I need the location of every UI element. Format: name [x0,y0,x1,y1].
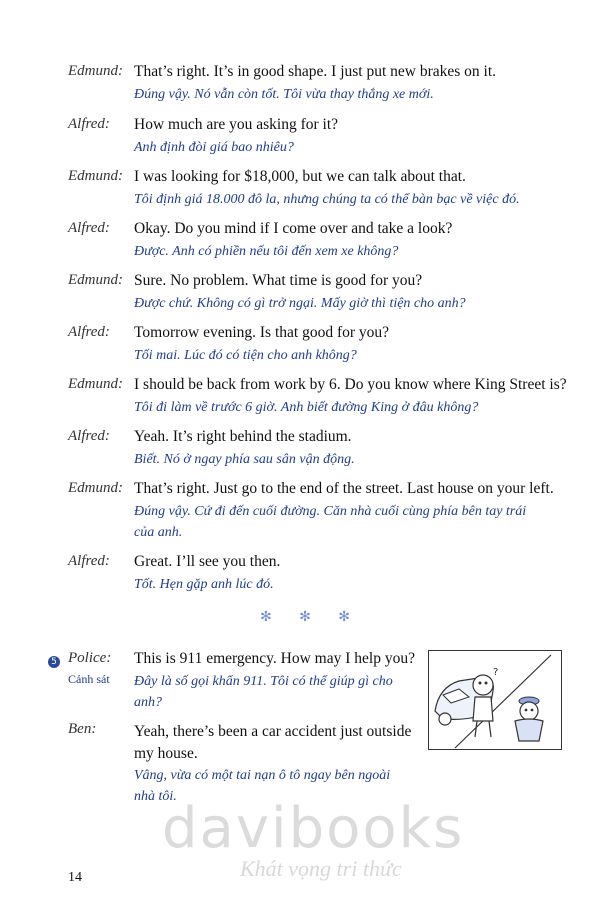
speaker-name: Edmund: [68,168,123,184]
english-line: I should be back from work by 6. Do you know where King Street is? [134,376,567,393]
section-separator [260,609,350,625]
watermark-slogan: Khát vọng tri thức [240,856,402,881]
speaker-name: Alfred: [68,553,110,569]
vietnamese-line: Tôi đi làm về trước 6 giờ. Anh biết đường King ở đâu không? [134,400,479,415]
speaker-name: Edmund: [68,272,123,288]
separator-star-icon: ✻ [299,609,311,625]
speaker-translation: Cảnh sát [68,672,110,686]
english-line: I was looking for $18,000, but we can talk about that. [134,168,466,185]
vietnamese-line: Tôi định giá 18.000 đô la, nhưng chúng ta có thể bàn bạc về việc đó. [134,192,520,207]
english-line: Yeah, there’s been a car accident just outside my house. [134,723,412,762]
english-line: That’s right. It’s in good shape. I just put new brakes on it. [134,63,497,80]
speaker-name: Edmund: [68,480,123,496]
vietnamese-line: Được chứ. Không có gì trở ngại. Mấy giờ thì tiện cho anh? [134,296,466,311]
english-line: Tomorrow evening. Is that good for you? [134,324,390,341]
speaker-name: Edmund: [68,376,123,392]
speaker-name: Edmund: [68,63,123,79]
vietnamese-line: Đúng vậy. Nó vẫn còn tốt. Tôi vừa thay thắng xe mới. [134,87,434,102]
police-officer-and-crashed-car-icon [428,650,562,750]
separator-star-icon: ✻ [260,609,272,625]
vietnamese-line: Đây là số gọi khẩn 911. Tôi có thể giúp gì cho anh? [134,674,393,710]
speaker-name: Alfred: [68,428,110,444]
page-number: 14 [68,870,82,885]
english-line: Great. I’ll see you then. [134,553,281,570]
english-line: Yeah. It’s right behind the stadium. [134,428,352,445]
separator-star-icon: ✻ [338,609,350,625]
watermark-logo: davibooks [162,796,465,861]
speaker-name: Alfred: [68,324,110,340]
svg-text:?: ? [493,667,499,678]
vietnamese-line: Anh định đòi giá bao nhiêu? [134,140,294,155]
english-line: How much are you asking for it? [134,116,339,133]
english-line: Okay. Do you mind if I come over and take a look? [134,220,453,237]
vietnamese-line: Đúng vậy. Cứ đi đến cuối đường. Căn nhà cuối cùng phía bên tay trái của anh. [134,504,527,540]
vietnamese-line: Biết. Nó ở ngay phía sau sân vận động. [134,452,355,467]
vietnamese-line: Được. Anh có phiền nếu tôi đến xem xe không? [134,244,399,259]
speaker-name: Ben: [68,721,97,737]
speaker-name: Alfred: [68,220,110,236]
speaker-name: Alfred: [68,116,110,132]
speaker-name: Police: [68,650,112,666]
vietnamese-line: Tốt. Hẹn gặp anh lúc đó. [134,577,274,592]
english-line: Sure. No problem. What time is good for you? [134,272,423,289]
english-line: That’s right. Just go to the end of the street. Last house on your left. [134,480,554,497]
section-number-badge: 5 [48,656,60,668]
vietnamese-line: Vâng, vừa có một tai nạn ô tô ngay bên ngoài nhà tôi. [134,768,391,804]
vietnamese-line: Tối mai. Lúc đó có tiện cho anh không? [134,348,357,363]
english-line: This is 911 emergency. How may I help you? [134,650,415,667]
